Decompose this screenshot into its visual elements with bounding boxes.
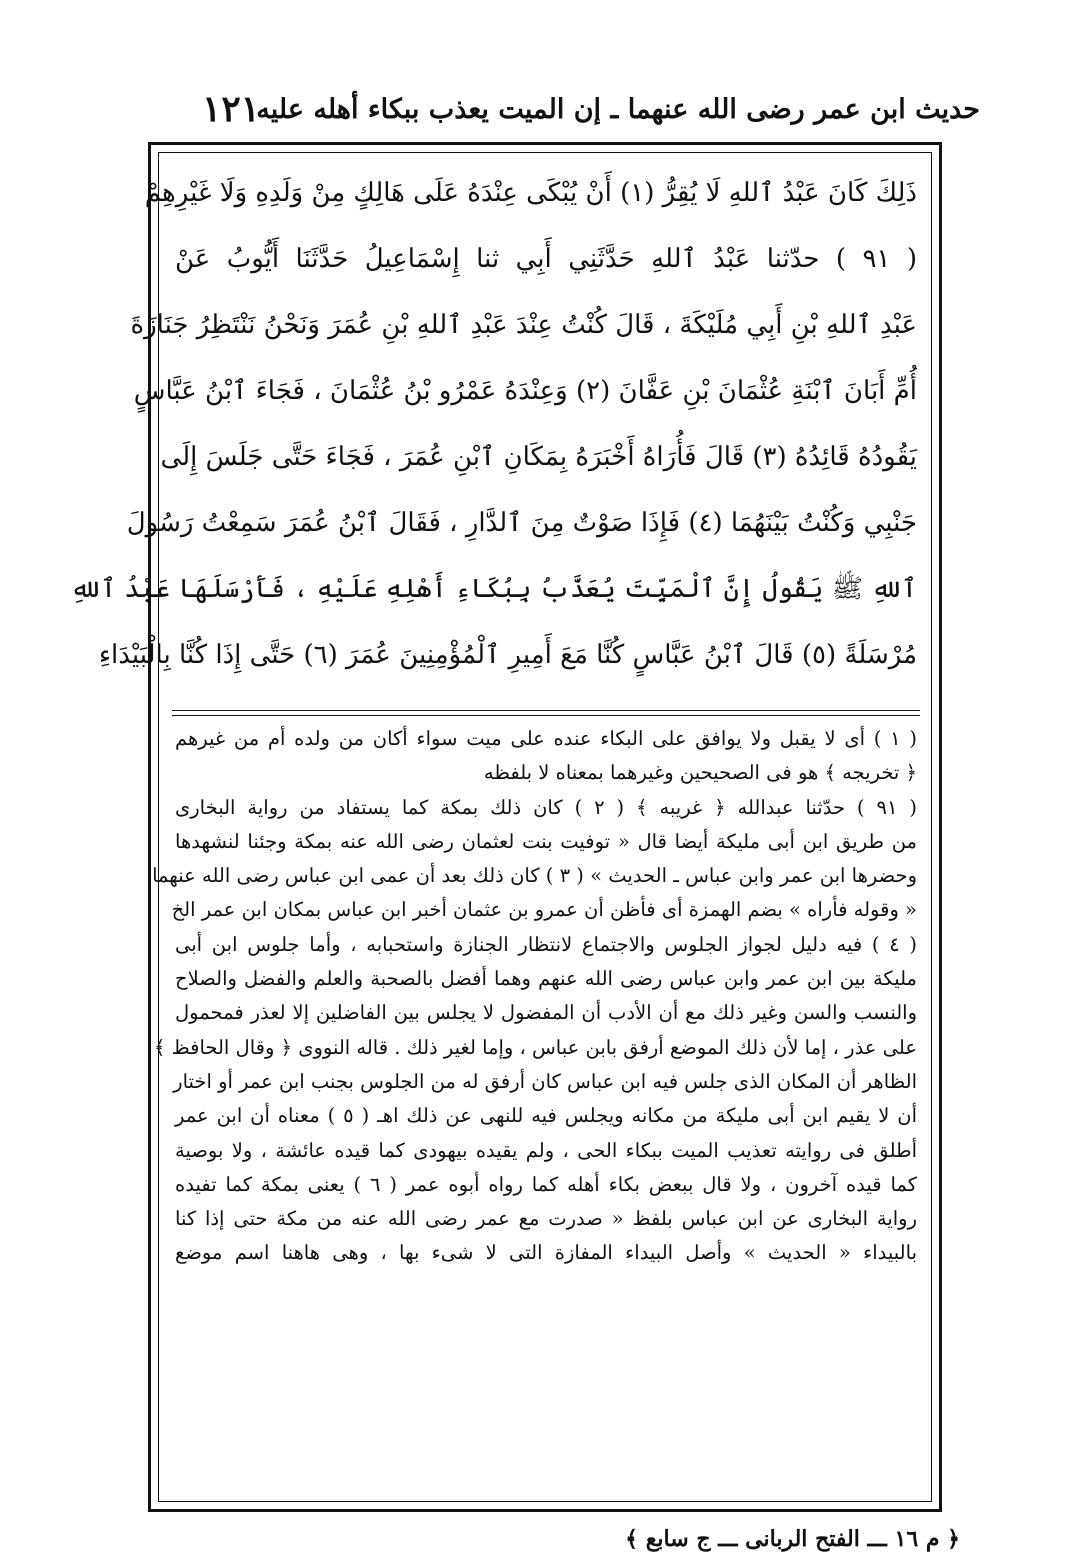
text-line: ٱللهِ ﷺ يَقُولُ إِنَّ ٱلْمَيِّتَ يُعَذَّبُ بِبُكَاءِ أَهْلِهِ عَلَيْهِ ، فَأَرْسَلَهَا عَبْدُ ٱللهِ xyxy=(70,574,917,604)
footnote-line: « وقوله فأراه » بضم الهمزة أى فأظن أن عمرو بن عثمان أخبر ابن عباس بمكان ابن عمر الخ xyxy=(171,898,917,922)
footnote-line: أن لا يقيم ابن أبى مليكة من مكانه ويجلس فيه للنهى عن ذلك اهـ ( ٥ ) معناه أن ابن عمر xyxy=(175,1104,917,1128)
footnote-line: ﴿ تخريجه ﴾ هو فى الصحيحين وغيرهما بمعناه لا بلفظه xyxy=(483,761,917,785)
text-line: ذَلِكَ كَانَ عَبْدُ ٱللهِ لَا يُقِرُّ (١) أَنْ يُبْكَى عِنْدَهُ عَلَى هَالِكٍ مِنْ وَلَدِهِ وَلَا غَيْرِهِمْ xyxy=(144,178,917,208)
footnote-line: بالبيداء « الحديث » وأصل البيداء المفازة التى لا شىء بها ، وهى هاهنا اسم موضع xyxy=(175,1241,917,1265)
footnote-line: مليكة بين ابن عمر وابن عباس رضى الله عنهم وهما أفضل بالصحبة والعلم والفضل والصلاح xyxy=(175,967,917,991)
text-line: ( ٩١ ) حدّثنا عَبْدُ ٱللهِ حَدَّثَنِي أَبِي ثنا إِسْمَاعِيلُ حَدَّثَنَا أَيُّوبُ عَنْ xyxy=(175,244,917,274)
footnote-line: من طريق ابن أبى مليكة أيضا قال « توفيت بنت لعثمان رضى الله عنه بمكة وجئنا لنشهدها xyxy=(175,829,917,853)
footnote-divider-second xyxy=(172,715,920,716)
footnote-line: والنسب والسن وغير ذلك مع أن الأدب أن المفضول لا يجلس بين الفاضلين إلا لعذر فمحمول xyxy=(175,1001,917,1025)
footnote-line: رواية البخارى عن ابن عباس بلفظ « صدرت مع عمر رضى الله عنه من مكة حتى إذا كنا xyxy=(175,1207,917,1231)
footnote-line: الظاهر أن المكان الذى جلس فيه ابن عباس كان أرفق له من الجلوس بجنب ابن عمر أو اختار xyxy=(173,1069,917,1093)
text-line: مُرْسَلَةً (٥) قَالَ ٱبْنُ عَبَّاسٍ كُنَّا مَعَ أَمِيرِ ٱلْمُؤْمِنِينَ عُمَرَ (٦) حَتَّى إِذَا كُنَّا بِالْبَيْدَاءِ xyxy=(98,640,917,670)
text-line: يَقُودُهُ قَائِدُهُ (٣) قَالَ فَأُرَاهُ أَخْبَرَهُ بِمَكَانِ ٱبْنِ عُمَرَ ، فَجَاءَ حَتَّى جَلَسَ إِلَى xyxy=(160,442,917,472)
footnote-line: وحضرها ابن عمر وابن عباس ـ الحديث » ( ٣ ) كان ذلك بعد أن عمى ابن عباس رضى الله عنهما xyxy=(152,864,917,888)
footnote-line: على عذر ، إما لأن ذلك الموضع أرفق بابن عباس ، وإما لغير ذلك . قاله النووى ﴿ وقال الحافظ ﴾ xyxy=(153,1035,917,1059)
running-header xyxy=(180,88,980,142)
footnote-line: ( ١ ) أى لا يقبل ولا يوافق على البكاء عنده على ميت سواء أكان من ولده أم من غيرهم xyxy=(175,727,918,750)
footnote-line: أطلق فى روايته تعذيب الميت ببكاء الحى ، ولم يقيده بيهودى كما قيده عائشة ، ولا بوصية xyxy=(175,1138,917,1162)
footnote-line: ( ٤ ) فيه دليل لجواز الجلوس والاجتماع لانتظار الجنازة واستحبابه ، وأما جلوس ابن أبى xyxy=(175,932,917,956)
footnote-divider xyxy=(172,710,920,711)
header-title: حديث ابن عمر رضى الله عنهما ـ إن الميت يعذب ببكاء أهله عليه xyxy=(256,94,980,125)
text-line: جَنْبِي وَكُنْتُ بَيْنَهُمَا (٤) فَإِذَا صَوْتٌ مِنَ ٱلدَّارِ ، فَقَالَ ٱبْنُ عُمَرَ سَمِعْتُ رَسُولَ xyxy=(126,508,917,538)
footnote-line: ( ٩١ ) حدّثنا عبدالله ﴿ غريبه ﴾ ( ٢ ) كان ذلك بمكة كما يستفاد من رواية البخارى xyxy=(175,795,917,819)
page-number: ١٢١ xyxy=(202,88,261,130)
signature-mark: ﴿ م ١٦ ـــ الفتح الربانى ـــ ج سابع ﴾ xyxy=(625,1526,960,1552)
footnote-line: كما قيده آخرون ، ولا قال ببعض بكاء أهله كما رواه أبوه عمر ( ٦ ) يعنى بمكة كما تفيده xyxy=(175,1172,917,1196)
text-line: عَبْدِ ٱللهِ بْنِ أَبِي مُلَيْكَةَ ، قَالَ كُنْتُ عِنْدَ عَبْدِ ٱللهِ بْنِ عُمَرَ وَنَحْنُ نَنْتَظِرُ جَنَازَةَ xyxy=(130,310,917,340)
hadith-text xyxy=(70,160,917,688)
footnotes xyxy=(152,722,918,1271)
text-line: أُمِّ أَبَانَ ٱبْنَةِ عُثْمَانَ بْنِ عَفَّانَ (٢) وَعِنْدَهُ عَمْرُو بْنُ عُثْمَانَ ، فَجَاءَ ٱبْنُ عَبَّاسٍ xyxy=(133,376,917,406)
